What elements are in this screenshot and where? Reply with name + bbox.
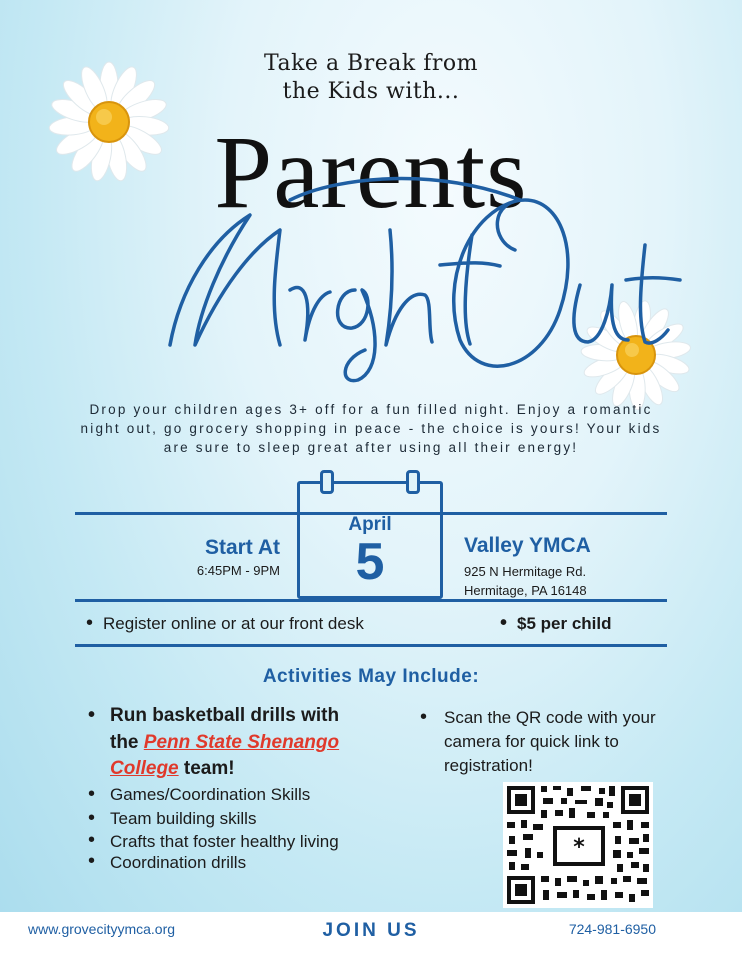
website-link[interactable]: www.grovecityymca.org (28, 921, 176, 937)
list-item: • Coordination drills (86, 852, 446, 873)
bullet-icon: • (500, 612, 508, 634)
bullet-icon: • (86, 612, 94, 634)
qr-instructions-text: Scan the QR code with your camera for quick link to registration! (444, 708, 656, 775)
location-address (464, 562, 587, 600)
divider-middle (75, 599, 667, 602)
tagline (0, 50, 742, 106)
register-info (86, 612, 364, 635)
list-item: • Games/Coordination Skills (86, 783, 446, 807)
address-line-2: Hermitage, PA 16148 (464, 583, 587, 598)
activities-heading: Activities May Include: (262, 666, 480, 687)
bullet-icon: • (420, 706, 428, 728)
svg-text:*: * (573, 835, 585, 860)
address-line-1: 925 N Hermitage Rd. (464, 564, 587, 579)
divider-upper-right (443, 512, 667, 515)
qr-instructions (420, 706, 700, 778)
tagline-line-1: Take a Break from (264, 51, 478, 76)
register-text: Register online or at our front desk (103, 614, 364, 633)
start-time: 6:45PM - 9PM (196, 563, 280, 578)
divider-upper-left (75, 512, 297, 515)
calendar-ring-left (320, 470, 334, 494)
phone-number[interactable]: 724-981-6950 (568, 921, 656, 937)
list-item: • Crafts that foster healthy living (86, 831, 446, 852)
title-night-out (140, 170, 700, 400)
location-name: Valley YMCA (464, 534, 591, 557)
penn-state-link[interactable]: Penn State Shenango College (110, 731, 340, 779)
calendar-ring-right (406, 470, 420, 494)
description: Drop your children ages 3+ off for a fun filled night. Enjoy a romantic night out, go grocery shopping in peace - the choice is yours! Your kids are sure to sleep great after using all their energy! (80, 402, 662, 455)
join-us: JOIN US (322, 920, 420, 941)
divider-lower (75, 644, 667, 647)
price-text: $5 per child (517, 614, 612, 633)
qr-code[interactable] (503, 782, 653, 908)
activities-list (86, 703, 446, 873)
start-label: Start At (204, 536, 280, 559)
calendar-icon (297, 481, 443, 599)
activity-item-basketball (86, 703, 370, 783)
activity-text: team! (178, 758, 235, 779)
title-parents: Parents (214, 115, 528, 230)
list-item: • Team building skills (86, 807, 446, 831)
tagline-line-2: the Kids with... (282, 79, 460, 104)
event-month: April (348, 514, 392, 535)
price-info (500, 612, 612, 635)
activity-text: Run basketball drills with the (110, 705, 340, 753)
event-day: 5 (355, 533, 385, 591)
